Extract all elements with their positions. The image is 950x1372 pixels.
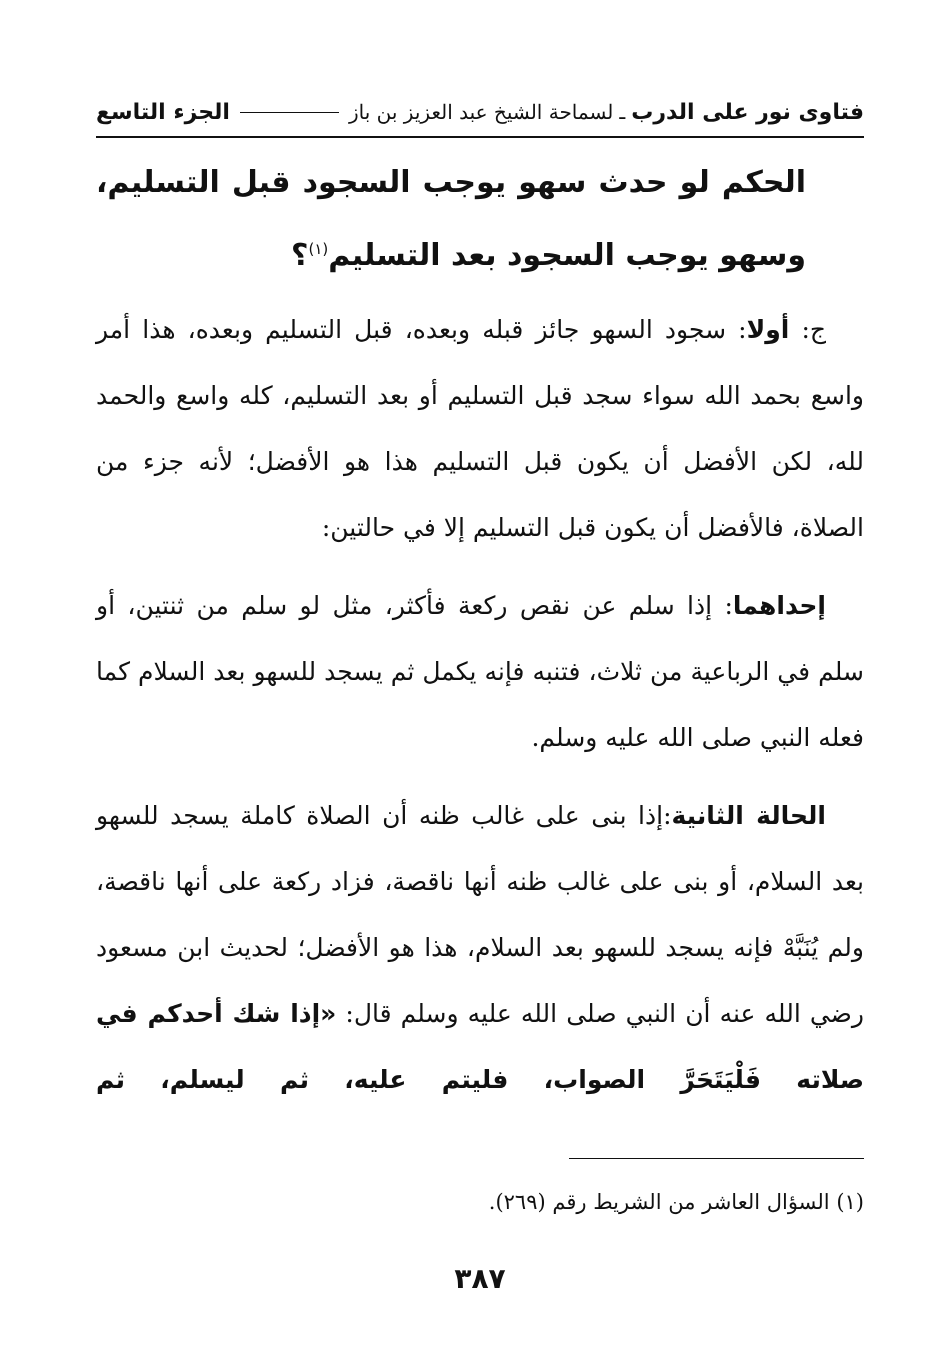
page (96, 0, 864, 1372)
header-volume: الجزء التاسع (96, 99, 230, 125)
hadith-quote: «إذا شك أحدكم في صلاته فَلْيَتَحَرَّ الصواب، فليتم عليه، ثم ليسلم، ثم (96, 999, 864, 1094)
paragraph-second-case (96, 783, 864, 1113)
header-author: لسماحة الشيخ عبد العزيز بن باز (348, 100, 614, 124)
paragraph-text: :إذا بنى على غالب ظنه أن الصلاة كاملة يسجد للسهو بعد السلام، أو بنى على غالب ظنه أنها ناقصة، فزاد ركعة على أنها ناقصة، ولم يُنَبَّهْ فإنه يسجد للسهو بعد السلام، هذا هو الأفضل؛ لحديث ابن مسعود رضي الله عنه أن النبي صلى الله عليه وسلم قال: (96, 801, 864, 1028)
paragraph-text: : إذا سلم عن نقص ركعة فأكثر، مثل لو سلم من ثنتين، أو سلم في الرباعية من ثلاث، فتنبه فإنه يكمل ثم يسجد للسهو بعد السلام كما فعله النبي صلى الله عليه وسلم. (96, 591, 864, 752)
footnote-divider (569, 1158, 864, 1159)
question-heading (96, 150, 806, 289)
header-separator: ـ (619, 100, 626, 124)
answer-lead: ج: (789, 315, 827, 344)
header-book-title: فتاوى نور على الدرب (631, 99, 864, 125)
paragraph-text: : سجود السهو جائز قبله وبعده، قبل التسليم وبعده، هذا أمر واسع بحمد الله سواء سجد قبل التسليم أو بعد التسليم، كله واسع والحمد لله، لكن الأفضل أن يكون قبل التسليم هذا هو الأفضل؛ لأنه جزء من الصلاة، فالأفضل أن يكون قبل التسليم إلا في حالتين: (96, 315, 864, 542)
keyword-case-one: إحداهما (732, 591, 826, 620)
page-number: ٣٨٧ (454, 1262, 506, 1295)
footnote-reference[interactable]: (١) (308, 240, 329, 258)
keyword-first: أولا (746, 315, 790, 344)
paragraph-first-case (96, 573, 864, 771)
footnote: (١) السؤال العاشر من الشريط رقم (٢٦٩). (488, 1190, 864, 1214)
header-rule (240, 112, 339, 113)
question-mark: ؟ (291, 238, 309, 273)
question-text: الحكم لو حدث سهو يوجب السجود قبل التسليم، وسهو يوجب السجود بعد التسليم (96, 165, 806, 273)
running-header (96, 92, 864, 138)
keyword-case-two: الحالة الثانية (671, 801, 826, 830)
answer-body (96, 297, 864, 1125)
paragraph-answer (96, 297, 864, 561)
